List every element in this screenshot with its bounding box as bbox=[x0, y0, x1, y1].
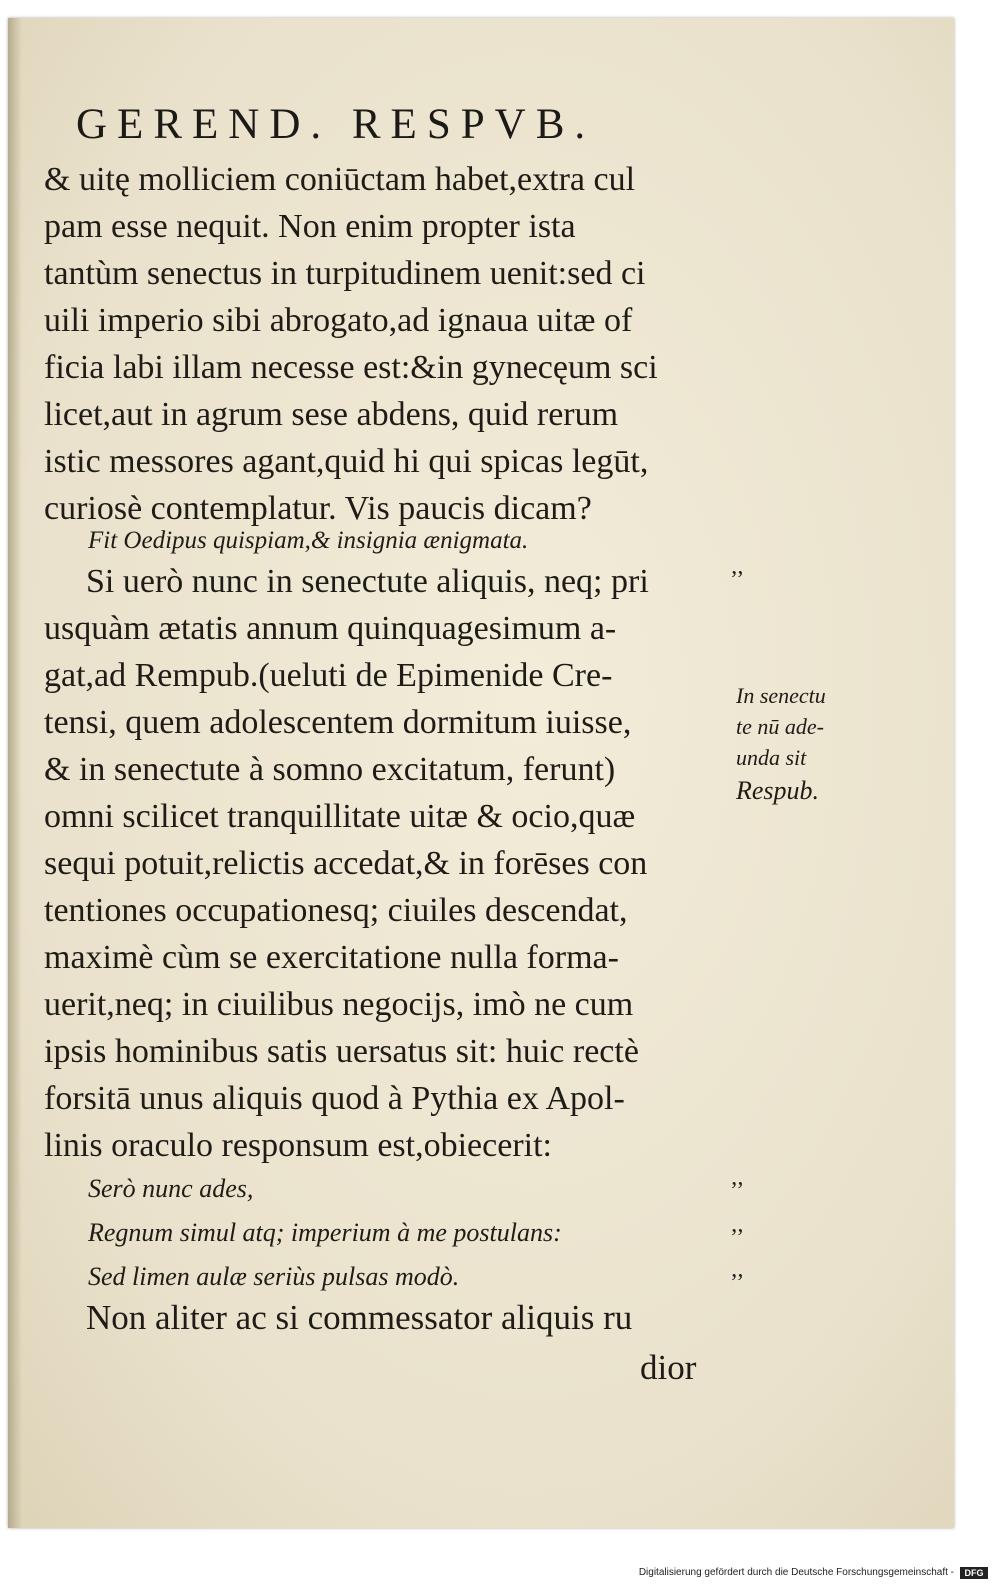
text-line: licet,aut in agrum sese abdens, quid rerum bbox=[44, 396, 619, 433]
text-line: gat,ad Rempub.(ueluti de Epimenide Cre- bbox=[44, 657, 613, 694]
text-line: maximè cùm se exercitatione nulla forma- bbox=[44, 939, 619, 976]
verse-line: Serò nunc ades, bbox=[88, 1174, 254, 1203]
text-line: curiosè contemplatur. Vis paucis dicam? bbox=[44, 490, 592, 527]
text-line: usquàm ætatis annum quinquagesimum a- bbox=[44, 610, 617, 647]
running-head: GEREND. RESPVB. bbox=[76, 101, 596, 148]
text-line: pam esse nequit. Non enim propter ista bbox=[44, 208, 576, 245]
text-line: uili imperio sibi abrogato,ad ignaua uitæ of bbox=[44, 302, 633, 339]
text-line: & in senectute à somno excitatum, ferunt) bbox=[44, 751, 616, 788]
quotation-mark: ’’ bbox=[730, 567, 745, 593]
text-line: linis oraculo responsum est,obiecerit: bbox=[44, 1127, 552, 1164]
quotation-mark: ’’ bbox=[730, 1225, 745, 1251]
text-line: Non aliter ac si commessator aliquis ru bbox=[86, 1298, 633, 1337]
text-line: forsitā unus aliquis quod à Pythia ex Apol- bbox=[44, 1080, 625, 1117]
quotation-mark: ’’ bbox=[730, 1270, 745, 1296]
catchword: dior bbox=[640, 1348, 697, 1387]
text-line: tantùm senectus in turpitudinem uenit:sed ci bbox=[44, 255, 646, 292]
verse-line: Sed limen aulæ seriùs pulsas modò. bbox=[88, 1262, 460, 1291]
text-line: & uitę molliciem coniūctam habet,extra cul bbox=[44, 161, 636, 198]
text-line: sequi potuit,relictis accedat,& in forēses con bbox=[44, 845, 648, 882]
quotation-mark: ’’ bbox=[730, 1178, 745, 1204]
text-line: istic messores agant,quid hi qui spicas legūt, bbox=[44, 443, 649, 480]
marginal-note-line: Respub. bbox=[736, 776, 820, 805]
text-line: omni scilicet tranquillitate uitæ & ocio,quæ bbox=[44, 798, 636, 835]
text-line: Si uerò nunc in senectute aliquis, neq; pri bbox=[86, 563, 649, 600]
text-line: ipsis hominibus satis uersatus sit: huic rectè bbox=[44, 1033, 639, 1070]
marginal-note-line: unda sit bbox=[736, 745, 807, 770]
dfg-logo: DFG bbox=[960, 1567, 988, 1579]
text-line: uerit,neq; in ciuilibus negocijs, imò ne cum bbox=[44, 986, 634, 1023]
verse-line: Regnum simul atq; imperium à me postulans: bbox=[88, 1218, 562, 1247]
marginal-note-line: In senectu bbox=[736, 683, 826, 708]
text-line: tentiones occupationesq; ciuiles descendat, bbox=[44, 892, 628, 929]
marginal-note-line: te nū ade- bbox=[736, 714, 824, 739]
verse-line: Fit Oedipus quispiam,& insignia ænigmata. bbox=[88, 527, 529, 554]
digitization-credit: Digitalisierung gefördert durch die Deutsche Forschungsgemeinschaft - bbox=[638, 1567, 954, 1578]
text-line: ficia labi illam necesse est:&in gynecęum sci bbox=[44, 349, 658, 386]
text-line: tensi, quem adolescentem dormitum iuisse, bbox=[44, 704, 632, 741]
